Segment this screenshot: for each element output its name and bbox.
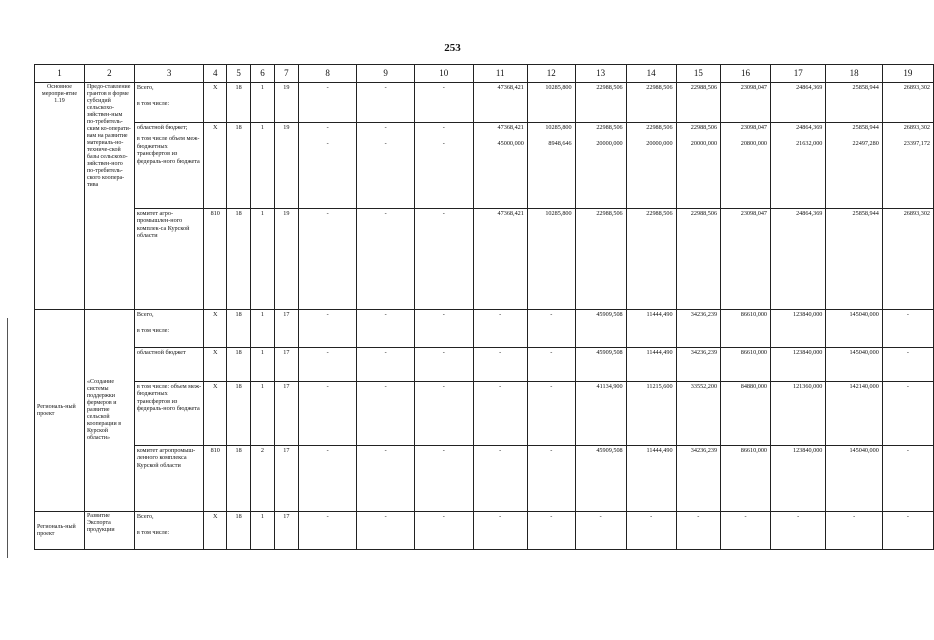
cell: 86610,000 xyxy=(721,446,771,512)
value: 20000,000 xyxy=(690,140,718,148)
cell: - xyxy=(357,310,415,348)
source-cell xyxy=(134,123,203,209)
source-sublabel: в том числе объем меж-бюджетных трансфертов из федераль-ного бюджета xyxy=(136,135,200,165)
cell: - xyxy=(527,382,575,446)
cell: 18 xyxy=(227,83,251,123)
cell: 1 xyxy=(251,310,275,348)
header-cell: 15 xyxy=(676,65,721,83)
cell: - xyxy=(357,512,415,550)
margin-line xyxy=(7,318,8,558)
header-cell: 3 xyxy=(134,65,203,83)
value: 47368,421 xyxy=(497,124,524,131)
cell xyxy=(575,123,626,209)
cell: - xyxy=(414,348,473,382)
cell: - xyxy=(527,348,575,382)
cell: 34236,239 xyxy=(676,446,721,512)
cell: 1 xyxy=(251,209,275,310)
value: - xyxy=(326,140,329,148)
table-row xyxy=(35,123,934,209)
header-cell: 17 xyxy=(771,65,826,83)
cell: 47368,421 xyxy=(473,83,527,123)
value: 20000,000 xyxy=(596,140,623,148)
header-cell: 1 xyxy=(35,65,85,83)
cell: - xyxy=(414,83,473,123)
cell: - xyxy=(298,446,357,512)
page-number: 253 xyxy=(444,42,461,54)
value: - xyxy=(442,140,445,148)
value: - xyxy=(384,124,387,131)
header-cell: 11 xyxy=(473,65,527,83)
cell: - xyxy=(298,512,357,550)
source-label: областной бюджет; xyxy=(136,124,188,131)
cell: 17 xyxy=(274,382,298,446)
cell: 33552,200 xyxy=(676,382,721,446)
cell: - xyxy=(357,382,415,446)
cell: 145040,000 xyxy=(826,446,882,512)
cell xyxy=(527,123,575,209)
cell: 17 xyxy=(274,512,298,550)
cell: 142140,000 xyxy=(826,382,882,446)
cell: 18 xyxy=(227,310,251,348)
cell: - xyxy=(357,209,415,310)
cell: - xyxy=(473,310,527,348)
header-cell: 12 xyxy=(527,65,575,83)
cell: - xyxy=(676,512,721,550)
cell: 45909,508 xyxy=(575,310,626,348)
cell: - xyxy=(882,310,933,348)
cell: 18 xyxy=(227,348,251,382)
source-sublabel: в том числе: xyxy=(136,327,170,335)
cell: 22988,506 xyxy=(626,209,676,310)
measure-description: Предо-ставление грантов в форме субсидий сельскохо-зяйствен-ным по-требитель-ским ко-операти-вам на развитие материаль-но-техниче-ской базы сельскохо-зяйствен-ного по-требитель-ского коопера-тива xyxy=(84,83,134,310)
header-cell: 9 xyxy=(357,65,415,83)
cell: 26893,302 xyxy=(882,209,933,310)
source-sublabel: в том числе: xyxy=(136,529,170,537)
cell: - xyxy=(575,512,626,550)
cell xyxy=(771,123,826,209)
value: - xyxy=(442,124,445,131)
header-cell: 13 xyxy=(575,65,626,83)
cell: 123840,000 xyxy=(771,446,826,512)
measure-name: Основное меропри-ятие 1.19 xyxy=(35,83,85,310)
value: 25858,944 xyxy=(852,124,879,131)
value: 23397,172 xyxy=(903,140,930,148)
cell: 19 xyxy=(274,209,298,310)
cell: 22988,506 xyxy=(676,209,721,310)
cell xyxy=(721,123,771,209)
cell: 1 xyxy=(251,123,275,209)
cell: 19 xyxy=(274,83,298,123)
cell: 24864,369 xyxy=(771,209,826,310)
cell: 1 xyxy=(251,512,275,550)
value: 22988,506 xyxy=(646,124,673,131)
cell xyxy=(676,123,721,209)
cell: - xyxy=(357,83,415,123)
cell: - xyxy=(882,348,933,382)
header-row xyxy=(35,65,934,83)
table-row xyxy=(35,446,934,512)
cell: 86610,000 xyxy=(721,348,771,382)
cell: - xyxy=(298,83,357,123)
cell: - xyxy=(298,310,357,348)
cell: 25858,944 xyxy=(826,83,882,123)
cell xyxy=(414,123,473,209)
cell: X xyxy=(204,310,227,348)
cell: - xyxy=(771,512,826,550)
cell: - xyxy=(882,512,933,550)
cell: 22988,506 xyxy=(676,83,721,123)
cell: X xyxy=(204,382,227,446)
cell: 18 xyxy=(227,446,251,512)
header-cell: 8 xyxy=(298,65,357,83)
cell xyxy=(882,123,933,209)
source-cell xyxy=(134,310,203,348)
cell: X xyxy=(204,512,227,550)
value: 23098,047 xyxy=(740,124,768,131)
cell: 123840,000 xyxy=(771,348,826,382)
cell: - xyxy=(527,446,575,512)
value: 22497,280 xyxy=(852,140,879,148)
project-type: Региональ-ный проект xyxy=(35,512,85,550)
cell: 810 xyxy=(204,446,227,512)
cell: 18 xyxy=(227,209,251,310)
cell: 19 xyxy=(274,123,298,209)
cell: 2 xyxy=(251,446,275,512)
header-cell: 10 xyxy=(414,65,473,83)
cell: - xyxy=(527,310,575,348)
cell: 34236,239 xyxy=(676,310,721,348)
cell: 11215,600 xyxy=(626,382,676,446)
table-row xyxy=(35,83,934,123)
cell: 23098,047 xyxy=(721,83,771,123)
cell: - xyxy=(414,382,473,446)
cell: - xyxy=(298,209,357,310)
table-row xyxy=(35,382,934,446)
source-label: Всего, xyxy=(136,513,154,520)
header-cell: 6 xyxy=(251,65,275,83)
cell: 22988,506 xyxy=(575,83,626,123)
cell: - xyxy=(882,446,933,512)
cell: 25858,944 xyxy=(826,209,882,310)
cell xyxy=(826,123,882,209)
source-sublabel: в том числе: xyxy=(136,100,170,108)
cell xyxy=(626,123,676,209)
cell: 11444,490 xyxy=(626,446,676,512)
cell: 45909,508 xyxy=(575,348,626,382)
cell: 1 xyxy=(251,83,275,123)
cell: - xyxy=(626,512,676,550)
value: 45000,000 xyxy=(497,140,524,148)
value: 20000,000 xyxy=(646,140,673,148)
cell: - xyxy=(721,512,771,550)
cell: X xyxy=(204,348,227,382)
cell: 18 xyxy=(227,123,251,209)
source-cell: комитет агро-промышлен-ного комплек-са Курской области xyxy=(134,209,203,310)
value: 10285,800 xyxy=(545,124,572,131)
cell: - xyxy=(473,446,527,512)
cell: 23098,047 xyxy=(721,209,771,310)
cell: 18 xyxy=(227,512,251,550)
table-row xyxy=(35,348,934,382)
header-cell: 16 xyxy=(721,65,771,83)
cell: 121360,000 xyxy=(771,382,826,446)
cell: - xyxy=(414,310,473,348)
cell: 123840,000 xyxy=(771,310,826,348)
value: - xyxy=(384,140,387,148)
value: 22988,506 xyxy=(596,124,623,131)
header-cell: 5 xyxy=(227,65,251,83)
cell: - xyxy=(357,446,415,512)
cell: 47368,421 xyxy=(473,209,527,310)
cell: 145040,000 xyxy=(826,310,882,348)
budget-table xyxy=(34,64,934,550)
header-cell: 2 xyxy=(84,65,134,83)
cell: - xyxy=(357,348,415,382)
cell: 1 xyxy=(251,348,275,382)
cell: 84880,000 xyxy=(721,382,771,446)
project-name: Развитие Экспорта продукции xyxy=(84,512,134,550)
cell: - xyxy=(473,348,527,382)
value: 21632,000 xyxy=(796,140,823,148)
source-cell: в том числе: объем меж-бюджетных трансфертов из федераль-ного бюджета xyxy=(134,382,203,446)
cell: 145040,000 xyxy=(826,348,882,382)
table-row xyxy=(35,209,934,310)
cell: 11444,490 xyxy=(626,348,676,382)
cell: 34236,239 xyxy=(676,348,721,382)
cell: X xyxy=(204,123,227,209)
cell: 1 xyxy=(251,382,275,446)
source-cell: комитет агропромыш-ленного комплекса Курской области xyxy=(134,446,203,512)
cell: 22988,506 xyxy=(575,209,626,310)
cell: 17 xyxy=(274,446,298,512)
project-type: Региональ-ный проект xyxy=(35,310,85,512)
cell: 10285,800 xyxy=(527,209,575,310)
source-label: Всего, xyxy=(136,311,154,318)
cell: - xyxy=(882,382,933,446)
cell: X xyxy=(204,83,227,123)
cell: - xyxy=(414,446,473,512)
value: 20800,000 xyxy=(740,140,768,148)
cell: - xyxy=(414,512,473,550)
project-name: «Создание системы поддержки фермеров и развитие сельской кооперации в Курской области» xyxy=(84,310,134,512)
value: 8948,646 xyxy=(548,140,572,148)
cell xyxy=(473,123,527,209)
header-cell: 14 xyxy=(626,65,676,83)
cell: 17 xyxy=(274,348,298,382)
cell xyxy=(357,123,415,209)
cell: 45909,508 xyxy=(575,446,626,512)
cell: 11444,490 xyxy=(626,310,676,348)
table-row xyxy=(35,310,934,348)
header-cell: 7 xyxy=(274,65,298,83)
cell: - xyxy=(473,382,527,446)
source-cell xyxy=(134,512,203,550)
cell: - xyxy=(298,348,357,382)
cell: - xyxy=(414,209,473,310)
cell: 10285,800 xyxy=(527,83,575,123)
value: 22988,506 xyxy=(690,124,718,131)
cell: 41134,900 xyxy=(575,382,626,446)
source-cell xyxy=(134,83,203,123)
value: 24864,369 xyxy=(796,124,823,131)
source-cell: областной бюджет xyxy=(134,348,203,382)
header-cell: 18 xyxy=(826,65,882,83)
cell: - xyxy=(473,512,527,550)
value: 26893,302 xyxy=(903,124,930,131)
table-row xyxy=(35,512,934,550)
cell: 26893,302 xyxy=(882,83,933,123)
cell: 22988,506 xyxy=(626,83,676,123)
value: - xyxy=(326,124,329,131)
header-cell: 4 xyxy=(204,65,227,83)
cell: 17 xyxy=(274,310,298,348)
cell: - xyxy=(298,382,357,446)
cell: 86610,000 xyxy=(721,310,771,348)
cell xyxy=(298,123,357,209)
header-cell: 19 xyxy=(882,65,933,83)
source-label: Всего, xyxy=(136,84,154,91)
cell: 24864,369 xyxy=(771,83,826,123)
cell: - xyxy=(826,512,882,550)
cell: - xyxy=(527,512,575,550)
cell: 18 xyxy=(227,382,251,446)
cell: 810 xyxy=(204,209,227,310)
